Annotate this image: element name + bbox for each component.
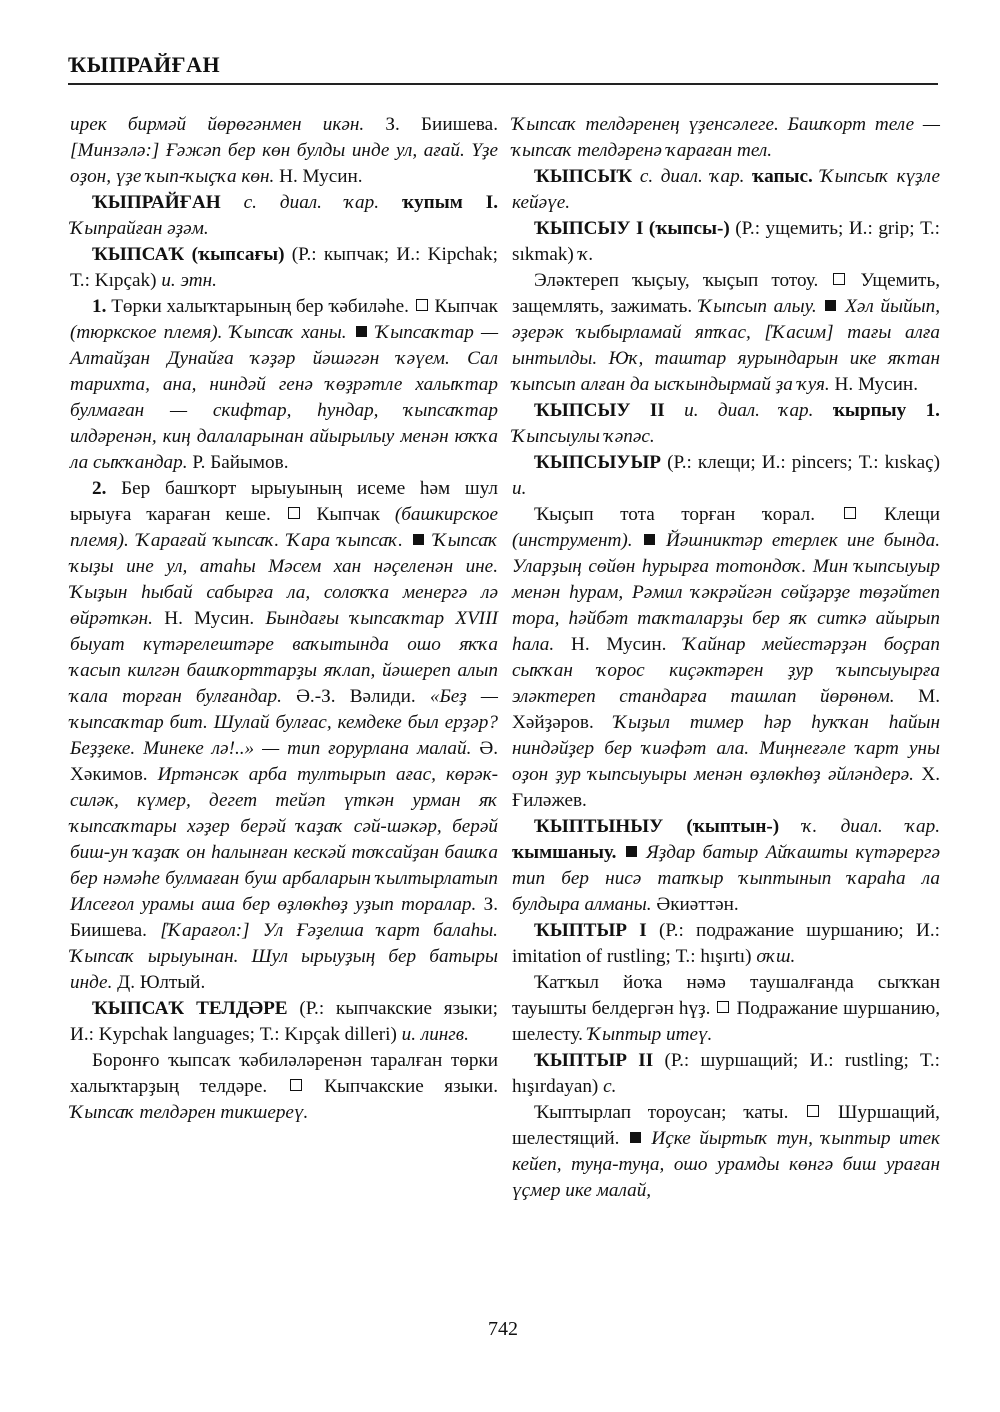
text: Д. Юлтый.	[112, 972, 206, 993]
italic-text: Ҡыпсыулы ҡәпәс.	[512, 426, 655, 447]
text: М. Хәйҙәров.	[512, 686, 941, 733]
dictionary-entry	[512, 164, 940, 216]
headword: ҠЫПСЫУЫР	[534, 452, 662, 473]
headword: ҠЫПТЫР II	[534, 1050, 654, 1071]
entry-sense	[70, 294, 498, 476]
italic-text: Иҫке йыртыҡ тун, ҡыптыр итек кейеп, туңа-туңа, ошо урамды көнгә биш ураған үҫмер ике малай,	[512, 1128, 940, 1201]
continued-text	[70, 112, 498, 190]
translation-marker-icon	[416, 299, 428, 311]
headword: ҡапыс.	[744, 166, 821, 187]
italic-text: ирек бирмәй йөрөгәнмен икән.	[70, 114, 365, 135]
text: Ә.-З. Вәлиди.	[281, 686, 430, 707]
text: З. Биишева.	[70, 894, 498, 941]
italic-text: Ҡыпсаҡ ҡыҙы ине ул, атаһы Мәсем хан нәҫеленән ине. Ҡыҙын һыбай сабырға ла, солоҡҡа менергә лә өйрәткән.	[70, 530, 499, 629]
headword: ҠЫПСЫУ I (ҡыпсы-)	[534, 218, 730, 239]
left-column	[70, 112, 498, 1126]
italic-text: Хәл йыйып, әҙерәк ҡыбырламай ятҡас, [Ҡасим] тағы алға ынтылды. Юҡ, таштар яурындарын ике яҡтан ҡыпсып алған да ысҡындырмай ҙа ҡуя.	[512, 296, 940, 395]
italic-text: и. диал. ҡар.	[664, 400, 814, 421]
example-marker-icon	[626, 846, 637, 857]
translation-marker-icon	[290, 1079, 302, 1091]
entry-sense	[512, 502, 940, 814]
italic-text: и. лингв.	[401, 1024, 469, 1045]
italic-text: Бындағы ҡыпсаҡтар XVIII быуат күтәрелештәре ваҡытында ошо яҡҡа ҡасып килгән башҡорттарҙы яҡлап, йәшереп алып ҡала торған булғандар.	[70, 608, 498, 707]
dictionary-entry	[512, 814, 940, 918]
headword: ҡырпыу 1.	[813, 400, 940, 421]
dictionary-entry	[70, 996, 498, 1048]
italic-text: (башкирское племя). Ҡарағай ҡыпсаҡ. Ҡара ҡыпсаҡ.	[70, 504, 498, 551]
text: З. Биишева.	[364, 114, 498, 135]
dictionary-entry	[512, 216, 940, 268]
italic-text: Яҙдар батыр Айҡашты күтәрергә тип бер нисә тапҡыр ҡыптынып ҡараһа ла булдыра алманы.	[512, 842, 940, 915]
italic-text: Ҡайнар мейестәрҙән боҫрап сыҡҡан ҡорос киҫәктәрен ҙур ҡыпсыуырға эләктереп стандарға ташлап йөрөнөм.	[512, 634, 940, 707]
italic-text: Ҡыпсаҡ телдәренең үҙенсәлеге. Башҡорт теле — ҡыпсаҡ телдәренә ҡараған тел.	[512, 114, 940, 161]
example-marker-icon	[413, 534, 424, 545]
header-rule	[68, 83, 938, 85]
entry-sense	[512, 268, 940, 398]
italic-text: Ҡыҙыл тимер һәр һуҡҡан һайын ниндәйҙер бер ҡиәфәт ала. Миңнеғәле ҡарт уны оҙон ҙур ҡыпсыуыры менән өҙлөкһөҙ әйләндерә.	[512, 712, 940, 785]
italic-text: ҡ.	[578, 244, 594, 265]
italic-text: «Беҙ — ҡыпсаҡтар бит. Шулай булғас, кемдеке был ерҙәр? Беҙҙеке. Минеке лә!..» — тип ғорурлана малай.	[70, 686, 498, 759]
text: Кыпчак	[429, 296, 499, 317]
italic-text: с. диал. ҡар.	[632, 166, 745, 187]
headword: ҠЫПСАҠ (ҡыпсағы)	[92, 244, 285, 265]
text: Боронғо ҡыпсаҡ ҡәбиләләренән таралған төрки халыҡтарҙың телдәре.	[70, 1050, 498, 1097]
page-number: 742	[488, 1318, 518, 1340]
text: Әкиәттән.	[651, 894, 739, 915]
text: Н. Мусин.	[274, 166, 363, 187]
text: Ущемить, защемлять, зажимать.	[512, 270, 940, 317]
headword: ҡымшаныу.	[512, 842, 624, 863]
dictionary-entry	[512, 918, 940, 970]
headword: ҡупым I.	[379, 192, 498, 213]
italic-text: Ҡыпсаҡтар — Алтайҙан Дунайға ҡәҙәр йәшәгән ҡәүем. Сал тарихта, ана, ниндәй генә ҡөҙрәтле халыҡтар булмаған — скифтар, һундар, ҡыпсаҡтар илдәренән, киң далаларынан айырылыу менән юҡҡа ла сыҡҡандар.	[70, 322, 498, 473]
text: Н. Мусин.	[554, 634, 684, 655]
italic-text: и. этн.	[161, 270, 217, 291]
italic-text: (инструмент).	[512, 530, 642, 551]
entry-sense	[70, 1048, 498, 1126]
text: Бер башҡорт ырыуының исеме һәм шул ырыуға ҡараған кеше.	[70, 478, 498, 525]
example-marker-icon	[644, 534, 655, 545]
translation-marker-icon	[288, 507, 300, 519]
text: (Р.: шуршащий; И.: rustling; Т.: hışırdayan)	[512, 1050, 940, 1097]
italic-text: с. диал. ҡар.	[220, 192, 380, 213]
entry-sense	[70, 476, 498, 996]
headword: ҠЫПТЫНЫУ (ҡыптын-)	[534, 816, 780, 837]
dictionary-entry	[512, 450, 940, 502]
entry-sense	[512, 1100, 940, 1204]
running-head: ҠЫПРАЙҒАН	[68, 52, 221, 77]
text: Н. Мусин.	[152, 608, 266, 629]
text: (Р.: подражание шуршанию; И.: imitation of rustling; Т.: hışırtı)	[512, 920, 940, 967]
text: Р. Байымов.	[187, 452, 289, 473]
headword: 1.	[92, 296, 107, 317]
example-marker-icon	[356, 326, 367, 337]
headword: ҠЫПСАҠ ТЕЛДӘРЕ	[92, 998, 288, 1019]
text: Клещи	[857, 504, 940, 525]
headword: ҠЫПРАЙҒАН	[92, 192, 221, 213]
italic-text: Ҡыпсыҡ күҙле кейәүе.	[512, 166, 940, 213]
example-marker-icon	[825, 300, 836, 311]
headword: 2.	[92, 478, 107, 499]
text: Кыпчакские языки.	[303, 1076, 498, 1097]
translation-marker-icon	[717, 1001, 729, 1013]
text: Ҡыптырлап тороусан; ҡаты.	[534, 1102, 806, 1123]
italic-text: (тюркское племя). Ҡыпсаҡ ханы.	[70, 322, 354, 343]
italic-text: [Ҡарағол:] Ул Ғәҙелша ҡарт балаһы. Ҡыпсаҡ ырыуынан. Шул ырыуҙың бер батыры инде.	[70, 920, 498, 993]
headword: ҠЫПСЫУ II	[534, 400, 665, 421]
text: (Р.: кыпчак; И.: Kipchak; Т.: Kıpçak)	[70, 244, 498, 291]
text: Кыпчак	[301, 504, 395, 525]
italic-text: Иртәнсәк арба тултырып ағас, көрәк-силәк, күмер, дегет тейәп үткән урман яҡ ҡыпсаҡтары хәҙер берәй ҡаҙаҡ сәй-шәкәр, берәй биш-ун ҡаҙаҡ он һалынған кескәй тоҡсайҙан башҡа бер нәмәһе булмаған буш арбаларын ҡылтырлатып Илсеғол урамы аша бер өҙлөкһөҙ уҙып торалар.	[70, 764, 498, 915]
text: (Р.: кыпчакские языки; И.: Kypchak languages; Т.: Kıpçak dilleri)	[70, 998, 498, 1045]
translation-marker-icon	[807, 1105, 819, 1117]
text: Подражание шуршанию, шелесту.	[512, 998, 940, 1045]
translation-marker-icon	[833, 273, 845, 285]
dictionary-entry	[512, 1048, 940, 1100]
text: Н. Мусин.	[829, 374, 918, 395]
italic-text: и.	[512, 478, 527, 499]
dictionary-entry	[70, 242, 498, 294]
dictionary-entry	[70, 190, 498, 242]
text: (Р.: ущемить; И.: grip; Т.: sıkmak)	[512, 218, 940, 265]
italic-text: Ҡыпрайған әҙәм.	[70, 218, 209, 239]
text: Ә. Хәкимов.	[70, 738, 498, 785]
italic-text: Йәшниктәр етерлек ине бында. Уларҙың сөйөн һурырға тотондоҡ. Мин ҡыпсыуыр менән һурам, Рәмил ҡәкрәйгән сөйҙәрҙе төҙәйтеп тора, һәйбәт таҡталарҙы бер яҡ ситкә айырып һала.	[512, 530, 941, 655]
example-marker-icon	[630, 1132, 641, 1143]
italic-text: оҡш.	[756, 946, 796, 967]
right-column	[512, 112, 940, 1204]
text: Эләктереп ҡыҫыу, ҡыҫып тотоу.	[534, 270, 832, 291]
italic-text: [Минзәлә:] Ғәжәп бер көн булды инде ул, ағай. Үҙе оҙон, үҙе ҡып-ҡыҫҡа көн.	[70, 140, 498, 187]
entry-sense	[512, 970, 940, 1048]
text: (Р.: клещи; И.: pincers; Т.: kıskaç)	[661, 452, 940, 473]
text: Төрки халыҡтарының бер ҡәбиләһе.	[106, 296, 414, 317]
dictionary-entry	[512, 398, 940, 450]
headword: ҠЫПСЫҠ	[534, 166, 633, 187]
translation-marker-icon	[844, 507, 856, 519]
text: Шуршащий, шелестящий.	[512, 1102, 940, 1149]
italic-text: с.	[603, 1076, 617, 1097]
italic-text: Ҡыпсаҡ телдәрен тикшереү.	[70, 1102, 309, 1123]
italic-text: Ҡыпсып алыу.	[698, 296, 824, 317]
continued-text	[512, 112, 940, 164]
headword: ҠЫПТЫР I	[534, 920, 647, 941]
italic-text: ҡ. диал. ҡар.	[779, 816, 940, 837]
italic-text: Ҡыптыр итеү.	[587, 1024, 713, 1045]
text: Ҡыҫып тота торған ҡорал.	[534, 504, 842, 525]
text: Х. Ғиләжев.	[512, 764, 940, 811]
text: Ҡатҡыл йоҡа нәмә таушалғанда сыҡҡан тауышты белдергән һүҙ.	[512, 972, 940, 1019]
